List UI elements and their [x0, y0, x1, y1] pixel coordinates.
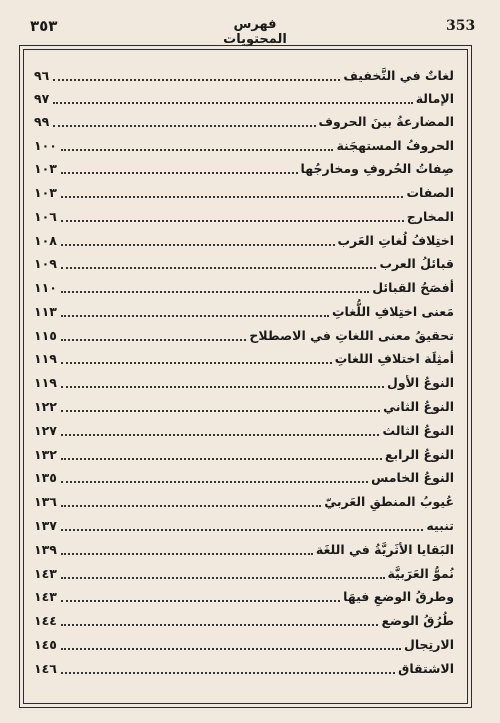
toc-entry-page: ١٣٢ — [34, 447, 57, 462]
toc-entry — [34, 277, 454, 297]
toc-entry-page: ١٣٩ — [34, 542, 57, 557]
leader-dots — [61, 385, 384, 388]
toc-entry-title: البَقايا الأثَريَّةُ في اللغَة — [315, 542, 454, 557]
leader-dots — [61, 576, 385, 579]
toc-entry — [34, 158, 454, 178]
toc-entry — [34, 135, 454, 155]
leader-dots — [61, 552, 313, 555]
toc-entry — [34, 253, 454, 273]
toc-entry — [34, 539, 454, 559]
toc-entry — [34, 491, 454, 511]
toc-entry — [34, 467, 454, 487]
toc-entry-title: لغاتٌ في التَّخفيف — [343, 68, 454, 83]
toc-entry-title: تنبيه — [426, 518, 454, 533]
toc-entry-page: ١٢٧ — [34, 423, 57, 438]
toc-entry-title: أفصَحُ القبائل — [372, 280, 454, 295]
toc-entry — [34, 301, 454, 321]
leader-dots — [61, 599, 340, 602]
toc-entry — [34, 348, 454, 368]
toc-entry-page: ١٠٣ — [34, 185, 57, 200]
toc-entry — [34, 420, 454, 440]
toc-entry-title: النوعُ الخامس — [371, 470, 454, 485]
toc-entry — [34, 658, 454, 678]
leader-dots — [61, 219, 404, 222]
toc-entry-title: الحروفُ المستهجَنة — [336, 138, 454, 153]
toc-entry — [34, 111, 454, 131]
toc-entry-title: اختِلافُ لُغاتِ العَرب — [337, 233, 454, 248]
toc-entry-page: ٩٧ — [34, 91, 50, 106]
leader-dots — [61, 361, 332, 364]
leader-dots — [61, 266, 377, 269]
toc-entry-title: النوعُ الأول — [386, 375, 454, 390]
leader-dots — [61, 171, 298, 174]
leader-dots — [53, 124, 315, 127]
toc-entry-page: ٩٦ — [34, 68, 50, 83]
toc-entry-title: المضارعةُ بينَ الحروف — [318, 114, 454, 129]
toc-entry-page: ١٣٦ — [34, 494, 57, 509]
toc-entry — [34, 444, 454, 464]
toc-entry-title: طُرُقُ الوضع — [381, 613, 454, 628]
toc-entry-page: ١٢٢ — [34, 399, 57, 414]
toc-entry-page: ١١٣ — [34, 304, 57, 319]
toc-entry — [34, 610, 454, 630]
toc-entry — [34, 206, 454, 226]
toc-entry-title: مَعنى اختِلافِ اللُّغاتِ — [331, 304, 454, 319]
leader-dots — [61, 457, 382, 460]
leader-dots — [61, 290, 369, 293]
leader-dots — [61, 528, 424, 531]
toc-entry-title: الاشتقاق — [398, 661, 454, 676]
toc-entry-page: ١٤٥ — [34, 637, 57, 652]
toc-entry-title: الصفات — [406, 185, 454, 200]
toc-entry-page: ١٤٣ — [34, 566, 57, 581]
toc-entry-title: تحقيقُ معنى اللغاتِ في الاصطلاح — [249, 328, 454, 343]
leader-dots — [53, 78, 340, 81]
toc-entry-page: ١٤٣ — [34, 589, 57, 604]
toc-entry-title: المخارج — [406, 209, 454, 224]
toc-entry-page: ١١٩ — [34, 375, 57, 390]
toc-entry-page: ١١٥ — [34, 328, 57, 343]
page-number-arabic: ٣٥٣ — [30, 17, 58, 35]
toc-entry-page: ١١٠ — [34, 280, 57, 295]
toc-entry-title: وطرقُ الوضعِ فيهَا — [343, 589, 454, 604]
toc-entry — [34, 515, 454, 535]
toc-entry — [34, 396, 454, 416]
leader-dots — [61, 480, 368, 483]
toc-entry-title: النوعُ الرابع — [384, 447, 454, 462]
toc-entry-page: ٩٩ — [34, 114, 50, 129]
leader-dots — [61, 314, 329, 317]
toc-entry-title: قبائلُ العرب — [379, 256, 454, 271]
toc-entry — [34, 182, 454, 202]
toc-entry-page: ١٣٥ — [34, 470, 57, 485]
toc-entry-title: صِفاتُ الحُروفِ ومخارجُها — [300, 161, 454, 176]
toc-entry-page: ١٤٦ — [34, 661, 57, 676]
toc-entry — [34, 634, 454, 654]
leader-dots — [61, 623, 379, 626]
leader-dots — [61, 671, 395, 674]
toc-entry — [34, 230, 454, 250]
toc-entry — [34, 372, 454, 392]
toc-entry-title: الارتِجال — [403, 637, 454, 652]
toc-entry-page: ١٤٤ — [34, 613, 57, 628]
toc-entry-title: الإمالة — [415, 91, 454, 106]
toc-entry-page: ١٠٩ — [34, 256, 57, 271]
leader-dots — [53, 101, 412, 104]
toc-entry — [34, 563, 454, 583]
leader-dots — [61, 148, 334, 151]
toc-entry-title: نُموُّ العَرَبيَّة — [387, 566, 454, 581]
toc-entry-page: ١٣٧ — [34, 518, 57, 533]
page-number-latin: 353 — [446, 18, 476, 34]
toc-entry — [34, 325, 454, 345]
leader-dots — [61, 243, 335, 246]
leader-dots — [61, 433, 380, 436]
toc-entry-page: ١٠٨ — [34, 233, 57, 248]
toc-entry-page: ١٠٣ — [34, 161, 57, 176]
toc-entry-page: ١٠٦ — [34, 209, 57, 224]
leader-dots — [61, 195, 404, 198]
toc-entry — [34, 65, 454, 85]
leader-dots — [61, 504, 321, 507]
running-title: فهرس المحتويات — [223, 17, 287, 47]
toc-entry-title: عُيوبُ المنطقِ العَربيّ — [324, 494, 454, 509]
leader-dots — [61, 409, 380, 412]
toc-entry — [34, 88, 454, 108]
toc-entry — [34, 586, 454, 606]
toc-entry-title: النوعُ الثالث — [382, 423, 454, 438]
leader-dots — [61, 338, 247, 341]
toc-entry-page: ١٠٠ — [34, 138, 57, 153]
leader-dots — [61, 647, 401, 650]
toc-entry-title: أمثِلَة اختلافِ اللغاتِ — [334, 351, 454, 366]
toc-entry-page: ١١٩ — [34, 351, 57, 366]
toc-entry-title: النوعُ الثاني — [383, 399, 454, 414]
